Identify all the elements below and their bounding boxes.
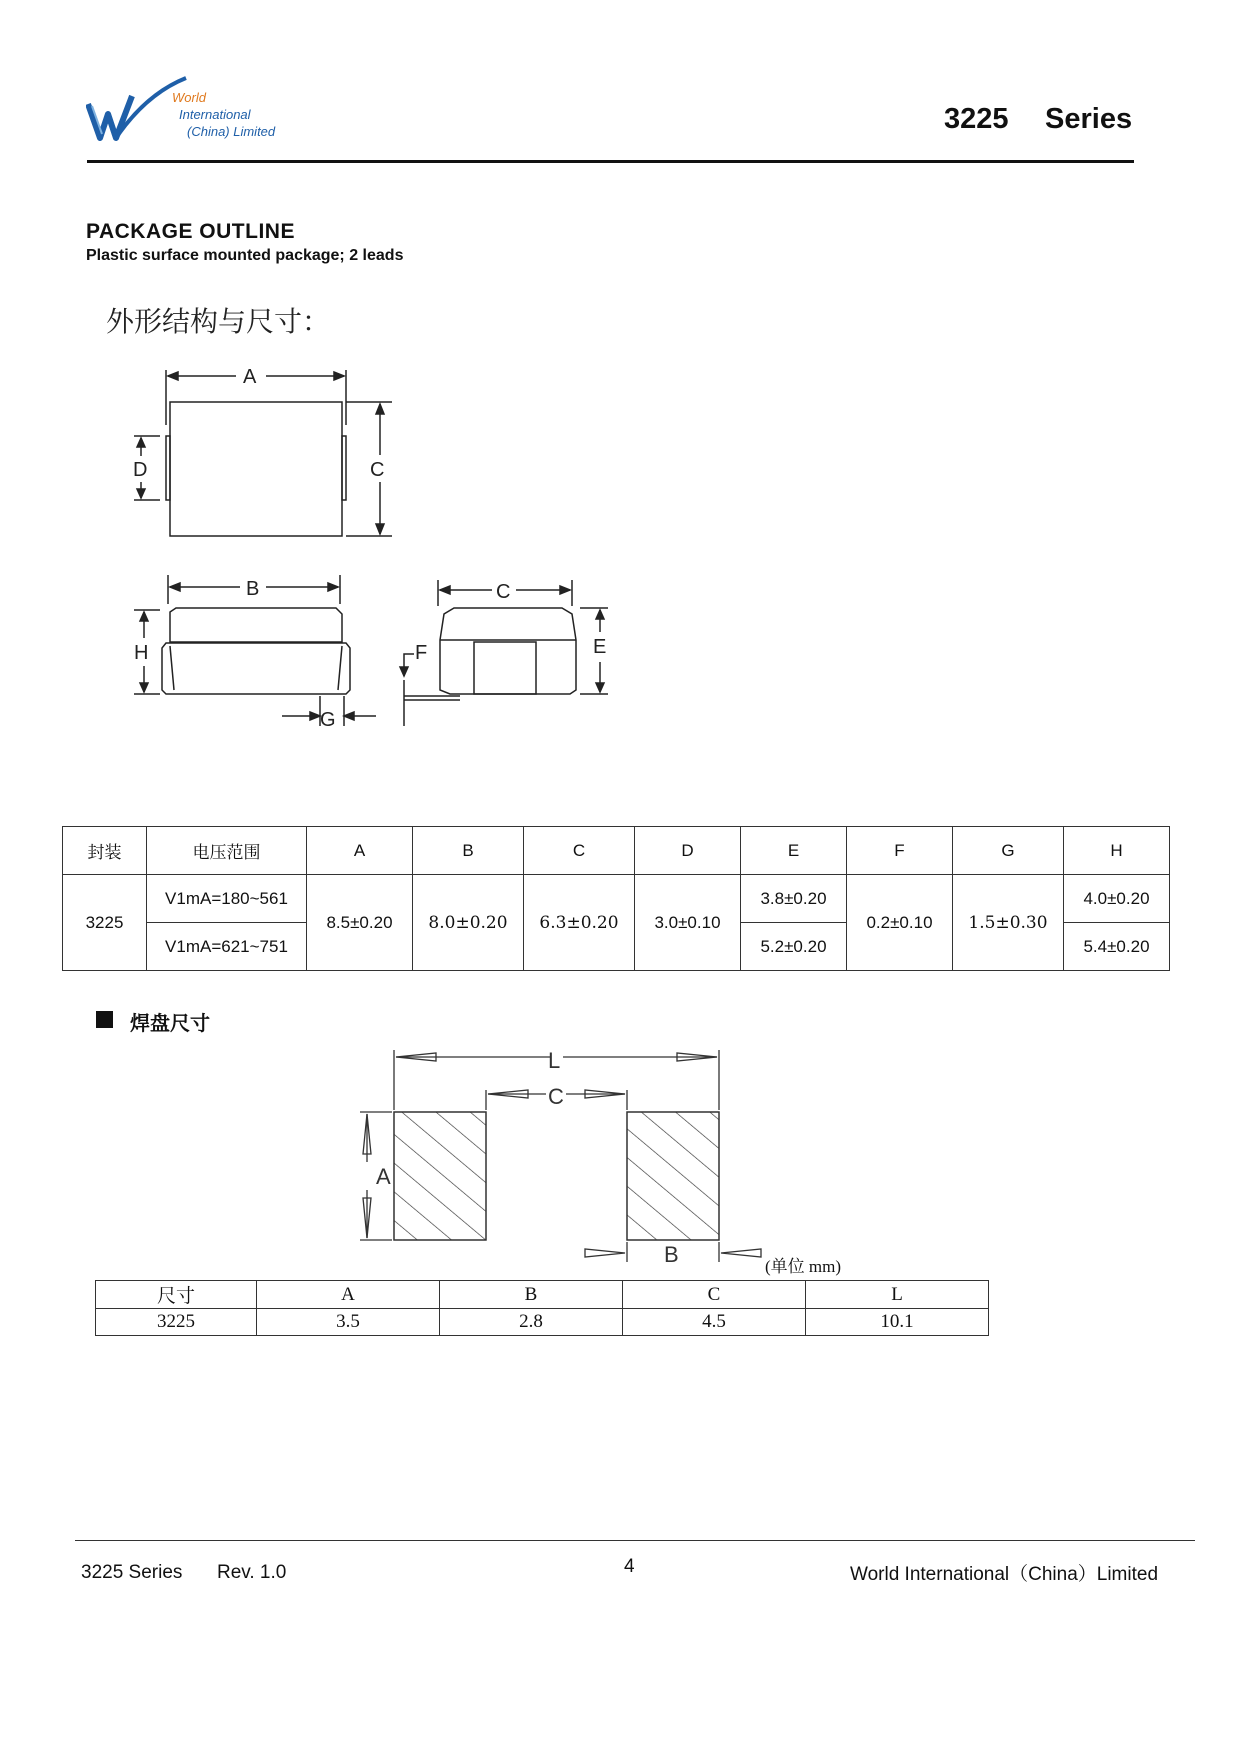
dim-label-c-top: C: [370, 459, 385, 481]
header-g: G: [953, 827, 1064, 875]
pad-dimension-table: [95, 1280, 989, 1336]
series-number: 3225: [944, 103, 1009, 135]
header-c: C: [524, 827, 635, 875]
footer-divider: [75, 1540, 1195, 1541]
cell-e: 5.2±0.20: [741, 923, 847, 971]
pad-header-c: C: [623, 1281, 806, 1309]
header-voltage-range: 电压范围: [147, 827, 307, 875]
header-a: A: [307, 827, 413, 875]
pad-header-l: L: [806, 1281, 989, 1309]
page-number: 4: [624, 1556, 635, 1577]
logo-text-world: World: [172, 90, 206, 105]
pad-cell-b: 2.8: [440, 1309, 623, 1336]
header-e: E: [741, 827, 847, 875]
pad-label-c: C: [548, 1084, 564, 1109]
footer-series: 3225 Series: [81, 1562, 183, 1583]
pad-header-b: B: [440, 1281, 623, 1309]
cell-h: 4.0±0.20: [1064, 875, 1170, 923]
dim-label-g: G: [320, 709, 336, 731]
pad-header-a: A: [257, 1281, 440, 1309]
series-word: Series: [1045, 103, 1133, 135]
package-outline-subtitle: Plastic surface mounted package; 2 leads: [86, 247, 404, 264]
dim-label-e: E: [593, 636, 607, 658]
pad-label-b: B: [664, 1242, 679, 1267]
header-f: F: [847, 827, 953, 875]
dim-label-a: A: [243, 366, 257, 388]
logo-text-limited: (China) Limited: [187, 124, 276, 139]
pad-cell-a: 3.5: [257, 1309, 440, 1336]
cell-c: 6.3±0.20: [524, 875, 635, 971]
cell-d: 3.0±0.10: [635, 875, 741, 971]
cell-b: 8.0±0.20: [413, 875, 524, 971]
unit-note: (单位 mm): [765, 1257, 842, 1276]
cell-a: 8.5±0.20: [307, 875, 413, 971]
pad-section-title: 焊盘尺寸: [130, 1013, 210, 1035]
cell-voltage: V1mA=621~751: [147, 923, 307, 971]
pad-cell-package: 3225: [96, 1309, 257, 1336]
cell-f: 0.2±0.10: [847, 875, 953, 971]
pad-cell-l: 10.1: [806, 1309, 989, 1336]
cell-voltage: V1mA=180~561: [147, 875, 307, 923]
package-outline-title: PACKAGE OUTLINE: [86, 220, 295, 243]
dim-label-d: D: [133, 459, 148, 481]
table-row: [96, 1309, 989, 1336]
header-b: B: [413, 827, 524, 875]
logo-text-international: International: [179, 107, 251, 122]
outline-cn-title: 外形结构与尺寸：: [106, 305, 331, 338]
dim-label-b-side: B: [246, 578, 260, 600]
cell-g: 1.5±0.30: [953, 875, 1064, 971]
pad-table-header: [96, 1281, 989, 1309]
dim-label-f: F: [415, 642, 428, 664]
pad-label-l: L: [548, 1048, 561, 1073]
dim-label-c-end: C: [496, 581, 511, 603]
header-package: 封装: [63, 827, 147, 875]
pad-cell-c: 4.5: [623, 1309, 806, 1336]
cell-h: 5.4±0.20: [1064, 923, 1170, 971]
header-d: D: [635, 827, 741, 875]
footer-revision: Rev. 1.0: [217, 1562, 287, 1583]
cell-e: 3.8±0.20: [741, 875, 847, 923]
dim-label-h: H: [134, 642, 149, 664]
footer-company: World International（China）Limited: [850, 1564, 1159, 1585]
pad-label-a: A: [376, 1164, 391, 1189]
pad-header-size: 尺寸: [96, 1281, 257, 1309]
cell-package: 3225: [63, 875, 147, 971]
header-h: H: [1064, 827, 1170, 875]
